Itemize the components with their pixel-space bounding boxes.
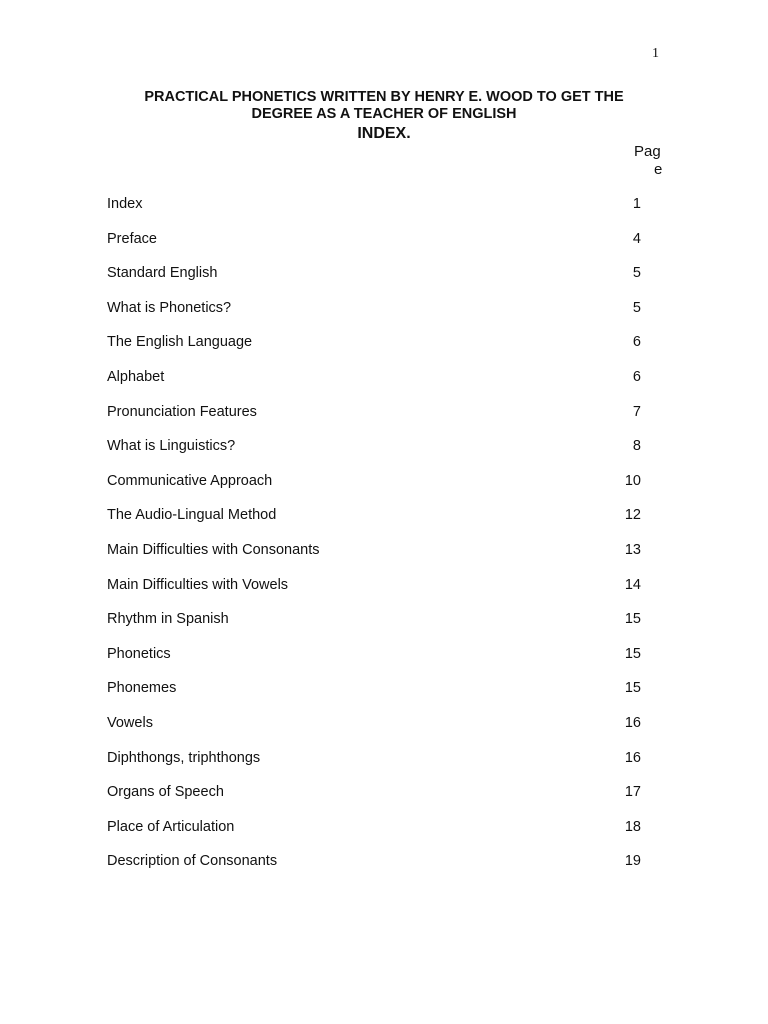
toc-entry-title: Description of Consonants	[107, 853, 278, 870]
toc-entry-title: Phonemes	[107, 680, 177, 697]
toc-entry	[107, 609, 647, 644]
toc-entry	[107, 505, 647, 540]
toc-entry-page: 17	[624, 784, 641, 801]
toc-entry-page: 12	[624, 507, 641, 524]
toc-entry	[107, 471, 647, 506]
toc-entry-page: 15	[624, 611, 641, 628]
toc-entry-page: 8	[632, 438, 641, 455]
toc-entry-title: What is Linguistics?	[107, 438, 236, 455]
toc-entry-page: 6	[632, 334, 641, 351]
toc-entry	[107, 575, 647, 610]
toc-entry-title: Index	[107, 196, 143, 212]
toc-entry-title: Organs of Speech	[107, 784, 224, 801]
toc-entry-title: Pronunciation Features	[107, 403, 257, 420]
page-column-header-part2: e	[654, 161, 663, 178]
toc-entry	[107, 851, 647, 886]
toc-entry	[107, 367, 647, 402]
document-title	[0, 89, 768, 123]
toc-entry-title: The English Language	[107, 334, 253, 351]
table-of-contents	[107, 194, 647, 886]
toc-entry	[107, 436, 647, 471]
toc-entry	[107, 748, 647, 783]
toc-entry	[107, 540, 647, 575]
toc-entry-page: 15	[624, 680, 641, 697]
toc-entry-title: Vowels	[107, 714, 153, 731]
toc-entry-page: 5	[632, 265, 641, 282]
toc-entry-page: 19	[624, 853, 641, 870]
toc-entry	[107, 817, 647, 852]
title-line-1: PRACTICAL PHONETICS WRITTEN BY HENRY E. WOOD TO GET THE	[144, 89, 624, 105]
toc-entry	[107, 332, 647, 367]
toc-entry-page: 5	[632, 299, 641, 316]
page-number: 1	[652, 46, 659, 61]
toc-entry-title: Rhythm in Spanish	[107, 611, 229, 628]
toc-entry	[107, 782, 647, 817]
toc-entry-title: Place of Articulation	[107, 818, 235, 835]
toc-entry-title: Communicative Approach	[107, 472, 273, 489]
toc-entry	[107, 678, 647, 713]
toc-entry-page: 16	[624, 714, 641, 731]
toc-entry	[107, 194, 647, 229]
toc-entry-page: 7	[632, 403, 641, 420]
toc-entry-page: 4	[632, 230, 641, 247]
toc-entry	[107, 229, 647, 264]
toc-entry-page: 14	[624, 576, 641, 593]
toc-entry	[107, 402, 647, 437]
toc-entry	[107, 298, 647, 333]
toc-entry-page: 13	[624, 541, 641, 558]
page-column-header	[634, 143, 664, 179]
toc-entry-page: 1	[632, 196, 641, 212]
title-line-2: DEGREE AS A TEACHER OF ENGLISH	[251, 106, 517, 122]
toc-entry	[107, 713, 647, 748]
toc-entry-title: Alphabet	[107, 368, 165, 385]
toc-entry-title: Standard English	[107, 265, 218, 282]
toc-entry	[107, 263, 647, 298]
toc-entry-title: The Audio-Lingual Method	[107, 507, 277, 524]
toc-entry	[107, 644, 647, 679]
toc-entry-title: Main Difficulties with Consonants	[107, 541, 320, 558]
index-heading: INDEX.	[357, 125, 411, 142]
toc-entry-title: Main Difficulties with Vowels	[107, 576, 289, 593]
page-column-header-part1: Pag	[634, 143, 661, 160]
toc-entry-page: 18	[624, 818, 641, 835]
toc-entry-page: 15	[624, 645, 641, 662]
toc-entry-page: 10	[624, 472, 641, 489]
toc-entry-title: Diphthongs, triphthongs	[107, 749, 261, 766]
toc-entry-title: What is Phonetics?	[107, 299, 232, 316]
toc-entry-title: Preface	[107, 230, 157, 247]
toc-entry-page: 16	[624, 749, 641, 766]
toc-entry-page: 6	[632, 368, 641, 385]
toc-entry-title: Phonetics	[107, 645, 171, 662]
